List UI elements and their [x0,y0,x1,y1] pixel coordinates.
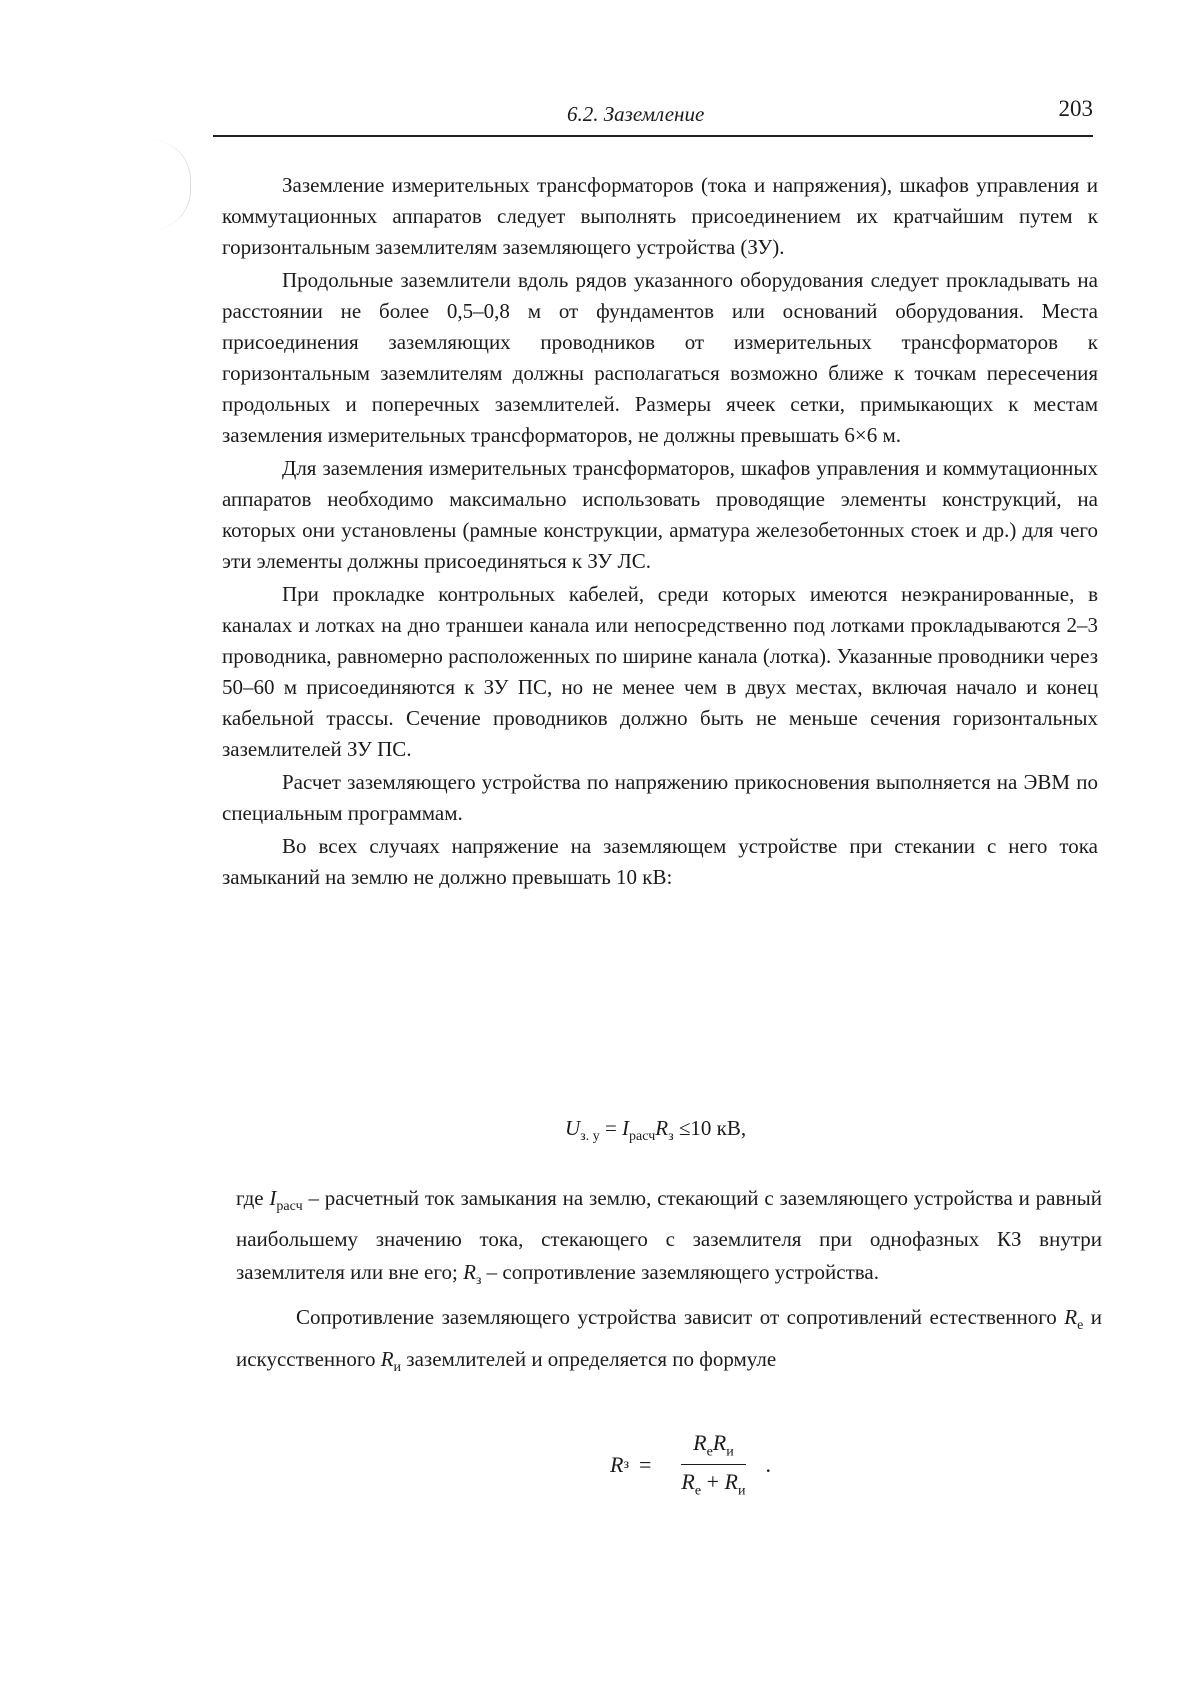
paragraph: Расчет заземляющего устройства по напряжению прикосновения выполняется на ЭВМ по специальным программам. [222,770,1098,825]
formula-var: R [1064,1305,1078,1330]
formula-var: R [380,1346,394,1371]
paragraph: Для заземления измерительных трансформаторов, шкафов управления и коммутационных аппаратов необходимо максимально использовать проводящие элементы конструкций, на которых они установлены (рамные конструкции, арматура железобетонных стоек и др.) для чего эти элементы должны присоединяться к ЗУ ЛС. [222,456,1098,573]
formula-sub: з [668,1129,674,1145]
formula-tail: ≤10 кВ, [673,1116,747,1140]
paragraph-resistance [236,1301,1102,1383]
formula-var: R [724,1469,738,1495]
paragraph: При прокладке контрольных кабелей, среди которых имеются неэкранированные, в каналах и лотках на дно траншеи канала или непосредственно под лотками прокладываются 2–3 проводника, равномерно расположенных по ширине канала (лотка). Указанные проводники через 50–60 м присоединяются к ЗУ ПС, но не менее чем в двух местах, включая начало и конец кабельной трассы. Сечение проводников должно быть не меньше сечения горизонтальных заземлителей ЗУ ПС. [222,582,1098,761]
formula-sub: з [623,1456,629,1472]
text-span: – расчетный ток замыкания на землю, стекающий с заземляющего устройства и равный наибольшему значению тока, стекающего с заземлителя при однофазных КЗ внутри заземлителя или вне его; [236,1186,1102,1285]
text-span: где [236,1186,270,1210]
formula-var: U [565,1116,581,1140]
formula-plus: + [701,1469,725,1495]
formula-var: R [712,1430,727,1455]
body-text [222,170,1098,895]
header-rule [213,135,1093,137]
formula-sub: з. у [580,1129,600,1145]
scan-artifact [150,140,191,230]
formula-sub: расч [276,1199,303,1215]
formula-sub: е [706,1444,713,1460]
fraction-numerator [681,1430,746,1465]
paragraph: Заземление измерительных трансформаторов (тока и напряжения), шкафов управления и коммутационных аппаратов следует выполнять присоединением их кратчайшим путем к горизонтальным заземлителям заземляющего устройства (ЗУ). [222,173,1098,259]
fraction-denominator [669,1465,757,1499]
formula-var: R [693,1430,707,1455]
resistance-formula [610,1430,771,1500]
body-text-continued [236,1182,1102,1388]
paragraph-where [236,1182,1102,1297]
formula-sub: з [475,1273,482,1289]
page-number: 203 [1058,96,1093,121]
formula-sub: е [694,1483,702,1499]
formula-sub: и [737,1483,746,1499]
formula-tail: . [765,1451,771,1477]
running-header [213,96,1093,136]
formula-sub: и [726,1444,734,1460]
formula-sub: расч [629,1129,656,1145]
text-span: и искусственного [236,1305,1102,1371]
formula-var: I [269,1186,277,1210]
formula-eq: = [599,1116,623,1140]
formula-var: R [610,1451,624,1477]
text-span: – сопротивление заземляющего устройства. [481,1260,879,1285]
formula-eq: = [638,1451,652,1477]
formula-var: I [622,1116,630,1140]
formula-var: R [463,1260,476,1285]
paragraph: Продольные заземлители вдоль рядов указанного оборудования следует прокладывать на расстоянии не более 0,5–0,8 м от фундаментов или оснований оборудования. Места присоединения заземляющих проводников от измерительных трансформаторов к горизонтальным заземлителям должны располагаться возможно ближе к точкам пересечения продольных и поперечных заземлителей. Размеры ячеек сетки, примыкающих к местам заземления измерительных трансформаторов, не должны превышать 6×6 м. [222,268,1098,447]
text-span: заземлителей и определяется по формуле [401,1346,777,1371]
paragraph: Во всех случаях напряжение на заземляющем устройстве при стекании с него тока замыканий на землю не должно превышать 10 кВ: [222,834,1098,889]
formula-sub: и [393,1359,402,1375]
formula-var: R [655,1116,669,1140]
formula-var: R [681,1469,695,1495]
formula-sub: е [1077,1318,1084,1334]
fraction [669,1430,757,1500]
section-title: 6.2. Заземление [567,102,705,126]
voltage-formula [565,1116,746,1145]
text-span: Сопротивление заземляющего устройства зависит от сопротивлений естественного [296,1305,1065,1330]
